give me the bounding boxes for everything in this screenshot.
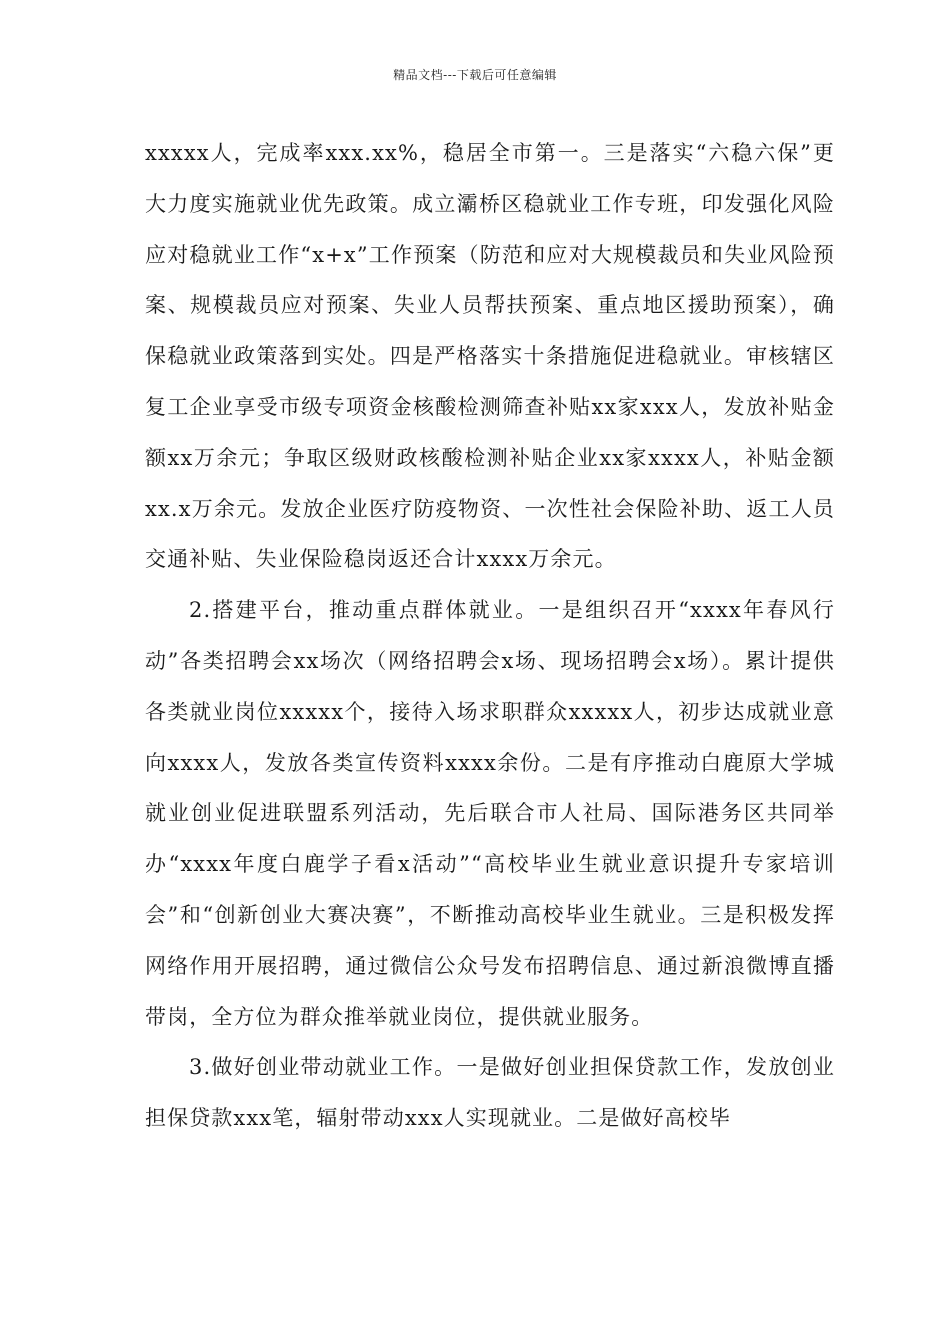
page-header: 精品文档---下载后可任意编辑 — [393, 68, 557, 82]
paragraph-continuation: xxxxx人，完成率xxx.xx%，稳居全市第一。三是落实“六稳六保”更大力度实施就业优先政策。成立灞桥区稳就业工作专班，印发强化风险应对稳就业工作“x+x”工作预案（防范和应对大规模裁员和失业风险预案、规模裁员应对预案、失业人员帮扶预案、重点地区援助预案），确保稳就业政策落到实处。四是严格落实十条措施促进稳就业。审核辖区复工企业享受市级专项资金核酸检测筛查补贴xx家xxx人，发放补贴金额xx万余元；争取区级财政核酸检测补贴企业xx家xxxx人，补贴金额xx.x万余元。发放企业医疗防疫物资、一次性社会保险补助、返工人员交通补贴、失业保险稳岗返还合计xxxx万余元。 — [145, 141, 835, 572]
paragraph-section-2: 2.搭建平台，推动重点群体就业。一是组织召开“xxxx年春风行动”各类招聘会xx场次（网络招聘会x场、现场招聘会x场）。累计提供各类就业岗位xxxxx个，接待入场求职群众xxxxx人，初步达成就业意向xxxx人，发放各类宣传资料xxxx余份。二是有序推动白鹿原大学城就业创业促进联盟系列活动，先后联合市人社局、国际港务区共同举办“xxxx年度白鹿学子看x活动”“高校毕业生就业意识提升专家培训会”和“创新创业大赛决赛”，不断推动高校毕业生就业。三是积极发挥网络作用开展招聘，通过微信公众号发布招聘信息、通过新浪微博直播带岗，全方位为群众推举就业岗位，提供就业服务。 — [145, 598, 835, 1029]
document-body — [145, 128, 835, 1144]
paragraph-section-3: 3.做好创业带动就业工作。一是做好创业担保贷款工作，发放创业担保贷款xxx笔，辐射带动xxx人实现就业。二是做好高校毕 — [145, 1055, 835, 1131]
